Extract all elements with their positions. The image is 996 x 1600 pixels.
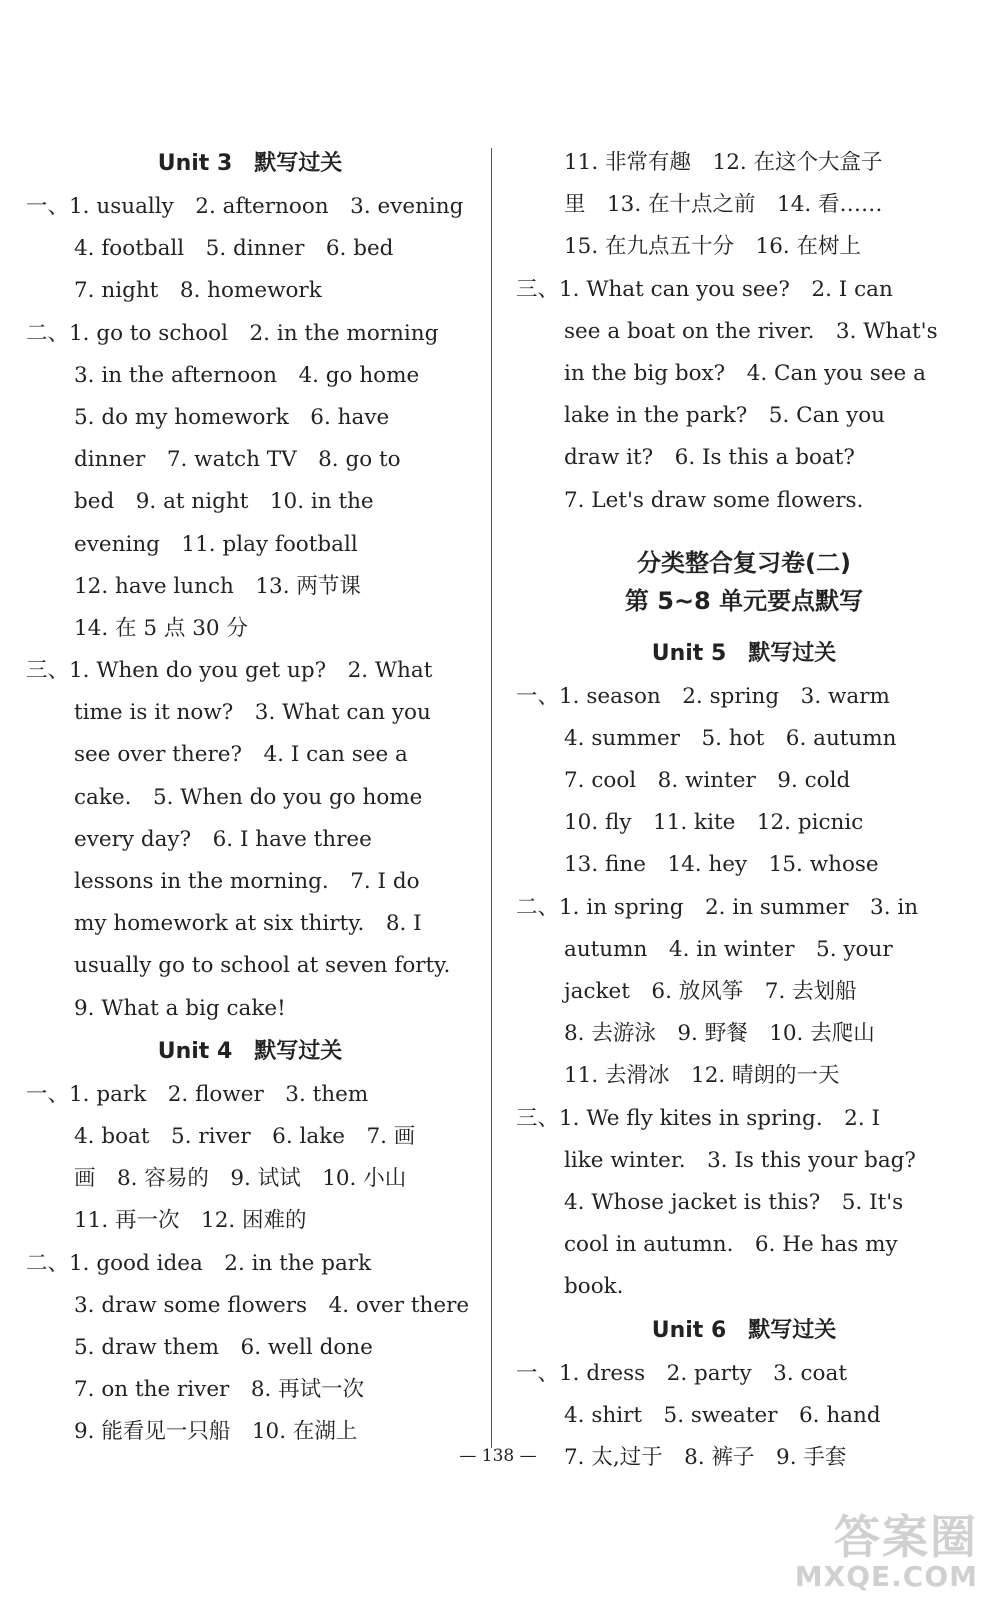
answer-line: autumn 4. in winter 5. your [564,936,893,962]
answer-line: draw it? 6. Is this a boat? [564,445,855,471]
answer-line: 11. 非常有趣 12. 在这个大盒子 [564,150,883,175]
answer-line: 15. 在九点五十分 16. 在树上 [564,234,862,260]
answer-line: 7. cool 8. winter 9. cold [564,768,851,794]
answer-line: 4. football 5. dinner 6. bed [74,236,394,262]
answer-line: cool in autumn. 6. He has my [564,1232,898,1258]
answer-line: 一、1. park 2. flower 3. them [26,1081,369,1107]
answer-line: 7. on the river 8. 再试一次 [74,1377,365,1403]
answer-line: 11. 去滑冰 12. 晴朗的一天 [564,1063,840,1089]
answer-line: 5. draw them 6. well done [74,1334,373,1360]
answer-line: 三、1. What can you see? 2. I can [516,276,893,302]
answer-line: 3. draw some flowers 4. over there [74,1292,470,1318]
answer-line: in the big box? 4. Can you see a [564,360,926,386]
answer-line: 画 8. 容易的 9. 试试 10. 小山 [74,1166,407,1192]
answer-line: 10. fly 11. kite 12. picnic [564,810,864,836]
answer-line: see a boat on the river. 3. What's [564,318,938,344]
answer-line: 11. 再一次 12. 困难的 [74,1208,307,1234]
answer-line: 5. do my homework 6. have [74,404,390,430]
answer-line: 三、1. We fly kites in spring. 2. I [516,1105,880,1131]
answer-line: 二、1. go to school 2. in the morning [26,320,439,346]
answer-line: book. [564,1274,624,1300]
answer-line: 7. Let's draw some flowers. [564,487,864,513]
answer-line: my homework at six thirty. 8. I [74,911,422,937]
answer-line: 一、1. usually 2. afternoon 3. evening [26,194,464,219]
answer-line: lessons in the morning. 7. I do [74,869,420,894]
right-column [516,142,972,1479]
answer-line: cake. 5. When do you go home [74,784,423,810]
answer-line: 一、1. dress 2. party 3. coat [516,1360,847,1386]
answer-line: 一、1. season 2. spring 3. warm [516,683,890,709]
answer-line: 7. 太,过于 8. 裤子 9. 手套 [564,1444,847,1470]
answer-line: jacket 6. 放风筝 7. 去划船 [564,979,857,1004]
answer-line: dinner 7. watch TV 8. go to [74,447,401,473]
answer-line: 3. in the afternoon 4. go home [74,362,420,388]
page-number: — 138 — [459,1446,537,1466]
answer-line: 9. 能看见一只船 10. 在湖上 [74,1419,358,1445]
watermark-url: MXQE.COM [794,1560,978,1593]
answer-line: 8. 去游泳 9. 野餐 10. 去爬山 [564,1021,875,1047]
watermark-logo-text: 答案圈 [834,1510,978,1564]
answer-line: 4. boat 5. river 6. lake 7. 画 [74,1123,416,1149]
answer-line: see over there? 4. I can see a [74,742,408,768]
answer-line: 9. What a big cake! [74,995,286,1021]
left-column [26,142,474,1453]
answer-line: 7. night 8. homework [74,278,322,304]
answer-line: bed 9. at night 10. in the [74,489,374,515]
section-title: 分类整合复习卷(二) [637,548,851,577]
answer-line: evening 11. play football [74,531,358,557]
column-divider [491,148,492,1448]
answer-line: 三、1. When do you get up? 2. What [26,658,433,684]
watermark [795,1512,978,1592]
answer-line: like winter. 3. Is this your bag? [564,1147,916,1173]
answer-line: 二、1. good idea 2. in the park [26,1250,372,1276]
answer-line: every day? 6. I have three [74,826,372,852]
answer-line: 4. Whose jacket is this? 5. It's [564,1189,904,1215]
section-subtitle: 第 5~8 单元要点默写 [624,586,864,615]
unit6-heading: Unit 6 默写过关 [651,1317,837,1343]
answer-line: 4. shirt 5. sweater 6. hand [564,1402,881,1428]
answer-line: 里 13. 在十点之前 14. 看…… [564,192,883,218]
answer-line: 13. fine 14. hey 15. whose [564,852,879,878]
answer-line: 二、1. in spring 2. in summer 3. in [516,894,919,920]
answer-line: 12. have lunch 13. 两节课 [74,573,361,599]
answer-line: lake in the park? 5. Can you [564,403,886,429]
unit5-heading: Unit 5 默写过关 [651,640,837,666]
answer-line: usually go to school at seven forty. [74,953,451,979]
answer-line: time is it now? 3. What can you [74,700,431,726]
answer-line: 4. summer 5. hot 6. autumn [564,725,897,751]
answer-line: 14. 在 5 点 30 分 [74,615,248,641]
unit4-heading: Unit 4 默写过关 [157,1038,343,1064]
unit3-heading: Unit 3 默写过关 [157,151,343,176]
